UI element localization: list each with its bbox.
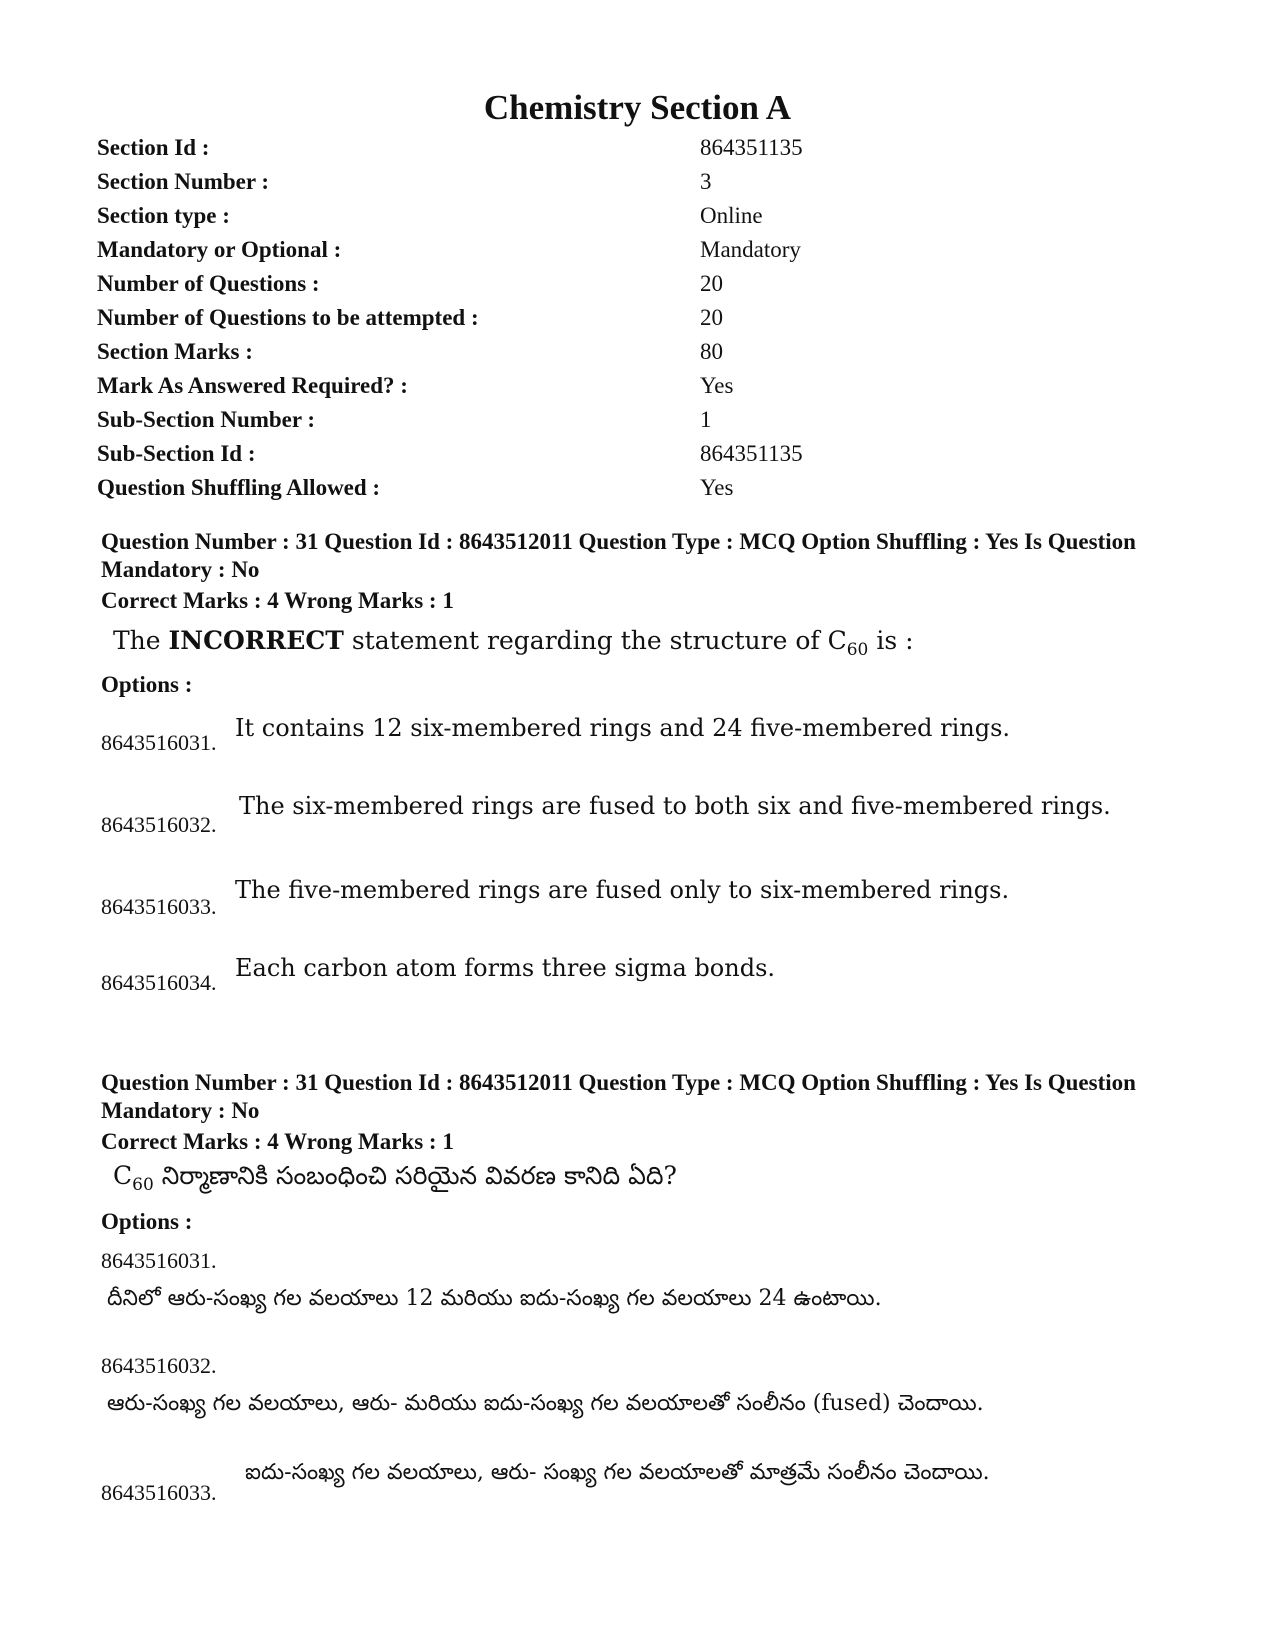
meta-value: 864351135 [700,441,803,466]
option-id: 8643516032. [101,1353,217,1378]
option-id: 8643516033. [101,894,217,919]
meta-label: Number of Questions to be attempted : [97,305,479,330]
meta-value: 864351135 [700,135,803,160]
question-text-emphasis: INCORRECT [168,626,344,655]
option-item[interactable] [101,714,1181,768]
option-item[interactable] [101,1353,1181,1423]
meta-value: 1 [700,407,712,432]
question-text-part: is : [868,626,914,655]
option-text: ఐదు-సంఖ్య గల వలయాలు, ఆరు- సంఖ్య గల వలయాలతో మాత్రమే సంలీనం చెందాయి. [245,1460,990,1485]
question-text-part: నిర్మాణానికి సంబంధించి సరియైన వివరణ కానిది ఏది? [153,1161,677,1190]
question-text [113,1161,1181,1197]
question-text-part: statement regarding the structure of C [343,626,847,655]
meta-row [97,305,1197,339]
options-label: Options : [101,1209,193,1234]
question-text-part: C [113,1161,133,1190]
meta-label: Mandatory or Optional : [97,237,342,262]
meta-row [97,271,1197,305]
question-block-english [101,528,1181,698]
meta-label: Section Marks : [97,339,253,364]
question-text-part: The [113,626,169,655]
meta-value: Yes [700,373,734,398]
meta-row [97,237,1197,271]
meta-label: Mark As Answered Required? : [97,373,408,398]
meta-row [97,407,1197,441]
question-marks: Correct Marks : 4 Wrong Marks : 1 [101,1129,454,1154]
question-header: Question Number : 31 Question Id : 8643512011 Question Type : MCQ Option Shuffling : Yes Is Question Mandatory : No [101,529,1136,582]
option-id: 8643516031. [101,1248,217,1273]
meta-label: Sub-Section Number : [97,407,316,432]
meta-row [97,475,1197,509]
meta-row [97,169,1197,203]
meta-row [97,203,1197,237]
meta-label: Sub-Section Id : [97,441,256,466]
option-text: It contains 12 six-membered rings and 24 five-membered rings. [235,714,1011,742]
question-header: Question Number : 31 Question Id : 8643512011 Question Type : MCQ Option Shuffling : Yes Is Question Mandatory : No [101,1070,1136,1123]
meta-label: Section Id : [97,135,210,160]
meta-value: Yes [700,475,734,500]
options-label: Options : [101,672,193,697]
question-text [113,626,1181,660]
meta-value: 80 [700,339,723,364]
meta-value: 3 [700,169,712,194]
meta-row [97,373,1197,407]
meta-row [97,441,1197,475]
meta-value: 20 [700,305,723,330]
meta-label: Section Number : [97,169,270,194]
meta-value: Mandatory [700,237,801,262]
section-meta-table [97,135,1197,509]
option-id: 8643516034. [101,970,217,995]
option-item[interactable] [101,792,1181,852]
option-item[interactable] [101,1248,1181,1318]
option-id: 8643516032. [101,812,217,837]
option-text: ఆరు-సంఖ్య గల వలయాలు, ఆరు- మరియు ఐదు-సంఖ్య గల వలయాలతో సంలీనం (fused) చెందాయి. [107,1391,984,1416]
option-id: 8643516031. [101,730,217,755]
meta-value: Online [700,203,763,228]
meta-label: Question Shuffling Allowed : [97,475,381,500]
question-marks: Correct Marks : 4 Wrong Marks : 1 [101,588,454,613]
option-text: దీనిలో ఆరు-సంఖ్య గల వలయాలు 12 మరియు ఐదు-సంఖ్య గల వలయాలు 24 ఉంటాయి. [107,1286,882,1311]
meta-row [97,339,1197,373]
option-id: 8643516033. [101,1480,217,1505]
meta-value: 20 [700,271,723,296]
option-text: The five-membered rings are fused only to six-membered rings. [235,876,1010,904]
meta-label: Number of Questions : [97,271,320,296]
section-title: Chemistry Section A [483,88,792,127]
option-item[interactable] [101,1460,1181,1530]
meta-label: Section type : [97,203,230,228]
option-item[interactable] [101,954,1181,1010]
option-item[interactable] [101,876,1181,934]
option-text: Each carbon atom forms three sigma bonds. [235,954,776,982]
question-text-subscript: 60 [132,1175,154,1195]
meta-row [97,135,1197,169]
question-text-subscript: 60 [846,640,869,660]
option-text: The six-membered rings are fused to both six and five-membered rings. [239,792,1111,820]
question-block-telugu [101,1069,1181,1235]
